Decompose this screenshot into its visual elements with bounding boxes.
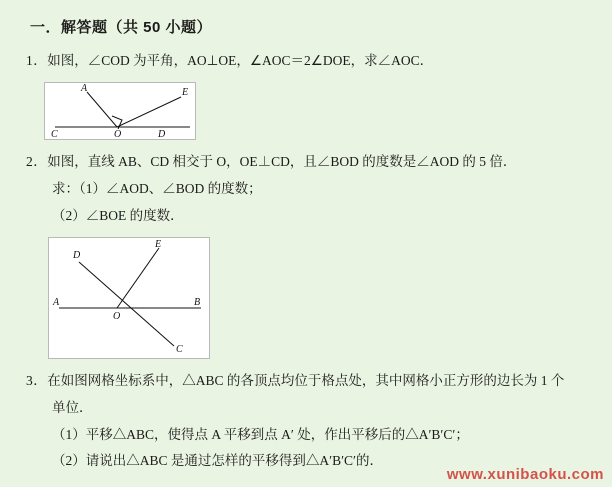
- figure-2-label-E: E: [155, 238, 162, 250]
- figure-2-label-O: O: [113, 310, 121, 322]
- figure-1-label-O: O: [114, 128, 122, 139]
- figure-2-label-D: D: [73, 249, 81, 261]
- figure-2-label-A: A: [53, 296, 60, 308]
- figure-2-drawing: [49, 238, 209, 358]
- figure-question-2: [48, 237, 210, 359]
- question-3-text-line-2: 单位．: [52, 399, 93, 415]
- question-3-number: 3．: [26, 372, 48, 388]
- figure-question-1: [44, 82, 196, 140]
- figure-1-label-D: D: [158, 128, 166, 139]
- question-3: [26, 371, 586, 392]
- figure-1-label-E: E: [182, 86, 189, 98]
- figure-1-drawing: [45, 83, 195, 139]
- question-1-text: 如图，∠COD 为平角，AO⊥OE，∠AOC＝2∠DOE，求∠AOC．: [47, 53, 434, 68]
- question-2-sub-2: （2）∠BOE 的度数．: [52, 207, 184, 223]
- question-3-sub-2: （2）请说出△ABC 是通过怎样的平移得到△A′B′C′的．: [52, 453, 383, 469]
- section-title: 一．解答题（共 50 小题）: [30, 19, 213, 36]
- question-2-number: 2．: [26, 153, 48, 169]
- question-2-sub-1: 求：（1）∠AOD、∠BOD 的度数；: [52, 180, 262, 196]
- question-1-number: 1．: [26, 53, 48, 68]
- figure-1-label-C: C: [51, 128, 58, 139]
- figure-2-label-C: C: [176, 343, 183, 355]
- figure-1-label-A: A: [81, 82, 88, 94]
- question-3-text: 在如图网格坐标系中，△ABC 的各顶点均位于格点处，其中网格小正方形的边长为 1 个: [47, 372, 565, 388]
- question-1: [26, 51, 586, 72]
- question-3-sub-1: （1）平移△ABC，使得点 A 平移到点 A′ 处，作出平移后的△A′B′C′；: [52, 426, 469, 442]
- question-2-text: 如图，直线 AB、CD 相交于 O，OE⊥CD，且∠BOD 的度数是∠AOD 的 5 倍．: [47, 153, 517, 169]
- figure-2-label-B: B: [194, 296, 201, 308]
- watermark: www.xunibaoku.com: [446, 466, 604, 483]
- question-2: [26, 152, 586, 173]
